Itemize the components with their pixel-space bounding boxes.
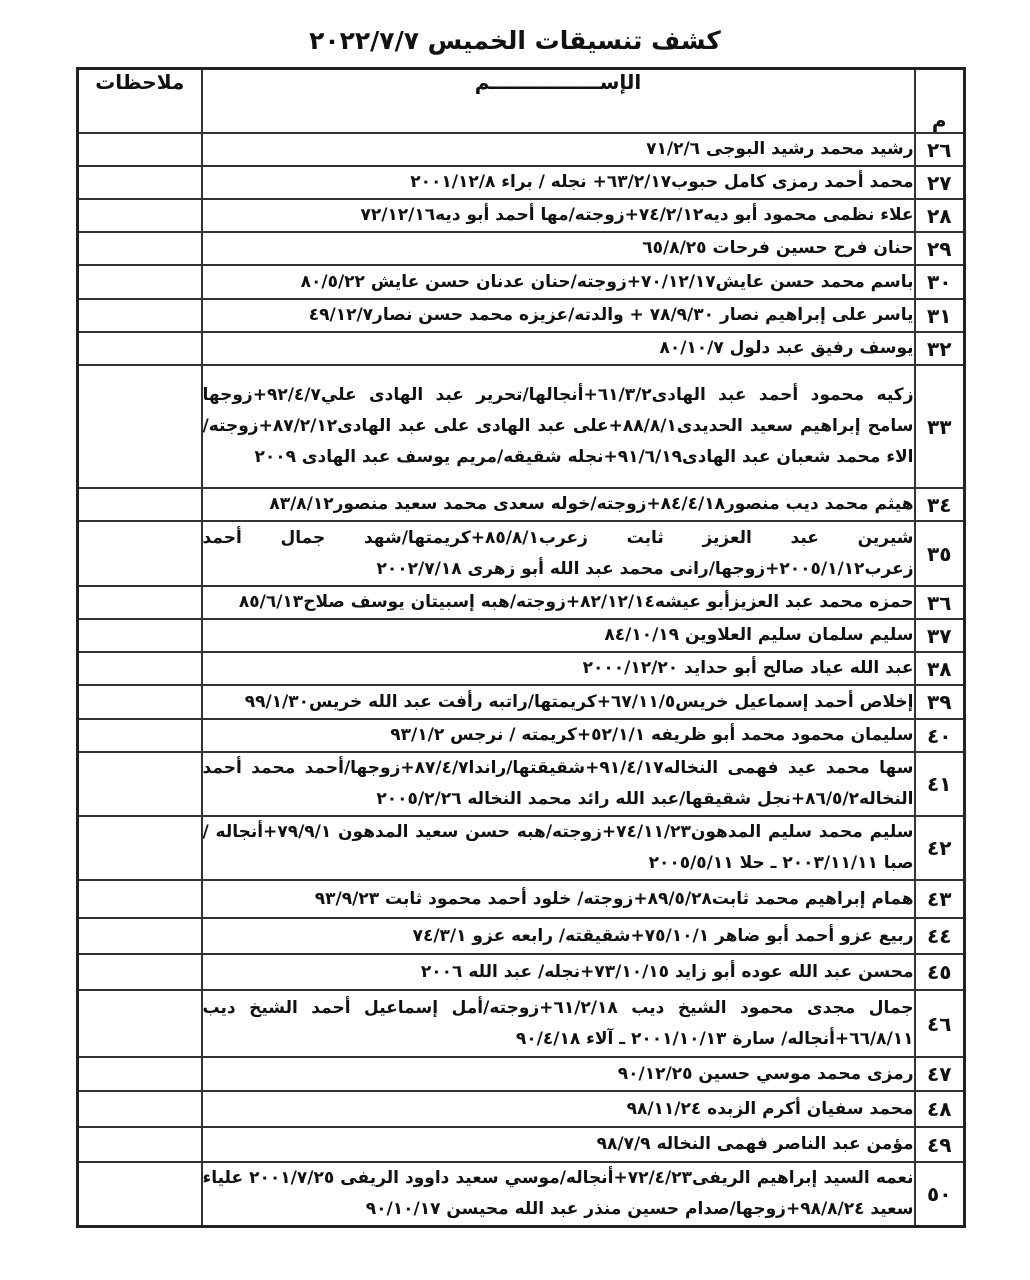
row-notes bbox=[78, 488, 202, 521]
row-name-details: رمزى محمد موسي حسين ٩٠/١٢/٢٥ bbox=[202, 1057, 915, 1091]
table-row bbox=[78, 166, 965, 199]
table-body bbox=[78, 133, 965, 1227]
row-name-details: يوسف رفيق عبد دلول ٨٠/١٠/٧ bbox=[202, 332, 915, 365]
header-notes: ملاحظات bbox=[78, 69, 202, 134]
row-number: ٢٨ bbox=[915, 199, 965, 232]
row-number: ٤٧ bbox=[915, 1057, 965, 1091]
row-notes bbox=[78, 652, 202, 685]
row-notes bbox=[78, 199, 202, 232]
row-notes bbox=[78, 990, 202, 1057]
table-row bbox=[78, 365, 965, 488]
table-row bbox=[78, 586, 965, 619]
row-name-details: سليمان محمود محمد أبو ظريفه ٥٢/١/١+كريمته / نرجس ٩٣/١/٢ bbox=[202, 719, 915, 752]
table-row bbox=[78, 652, 965, 685]
row-notes bbox=[78, 299, 202, 332]
row-number: ٣٠ bbox=[915, 265, 965, 299]
row-number: ٢٩ bbox=[915, 232, 965, 265]
table-row bbox=[78, 521, 965, 586]
table-row bbox=[78, 1057, 965, 1091]
row-name-details: سليم محمد سليم المدهون٧٤/١١/٢٣+زوجته/هبه حسن سعيد المدهون ٧٩/٩/١+أنجاله / صبا ٢٠٠٣/١١/١١ ـ حلا ٢٠٠٥/٥/١١ bbox=[202, 816, 915, 880]
row-name-details: محسن عبد الله عوده أبو زايد ٧٣/١٠/١٥+نجله/ عبد الله ٢٠٠٦ bbox=[202, 954, 915, 990]
row-name-details: سها محمد عيد فهمى النخاله٩١/٤/١٧+شقيقتها/راندا٨٧/٤/٧+زوجها/أحمد محمد أحمد النخاله٨٦/٥/٢+نجل شقيقها/عبد الله رائد محمد النخاله ٢٠٠٥/٢/٢٦ bbox=[202, 752, 915, 816]
table-row bbox=[78, 990, 965, 1057]
row-name-details: نعمه السيد إبراهيم الريفى٧٢/٤/٢٣+أنجاله/موسي سعيد داوود الريفى ٢٠٠١/٧/٢٥ علياء سعيد ٩٨/٨/٢٤+زوجها/صدام حسين منذر عبد الله محيسن ٩٠/١٠/١٧ bbox=[202, 1162, 915, 1227]
table-row bbox=[78, 752, 965, 816]
row-notes bbox=[78, 332, 202, 365]
row-number: ٤٤ bbox=[915, 918, 965, 954]
table-row bbox=[78, 619, 965, 652]
row-notes bbox=[78, 880, 202, 918]
row-number: ٤١ bbox=[915, 752, 965, 816]
table-row bbox=[78, 299, 965, 332]
row-name-details: ربيع عزو أحمد أبو ضاهر ٧٥/١٠/١+شقيقته/ رابعه عزو ٧٤/٣/١ bbox=[202, 918, 915, 954]
table-row bbox=[78, 918, 965, 954]
row-number: ٤٨ bbox=[915, 1091, 965, 1127]
table-row bbox=[78, 685, 965, 719]
row-name-details: مؤمن عبد الناصر فهمى النخاله ٩٨/٧/٩ bbox=[202, 1127, 915, 1162]
coordination-table bbox=[76, 67, 966, 1228]
row-name-details: علاء نظمى محمود أبو ديه٧٤/٢/١٢+زوجته/مها أحمد أبو ديه٧٢/١٢/١٦ bbox=[202, 199, 915, 232]
row-name-details: رشيد محمد رشيد البوجى ٧١/٢/٦ bbox=[202, 133, 915, 166]
row-notes bbox=[78, 1127, 202, 1162]
row-name-details: ياسر على إبراهيم نصار ٧٨/٩/٣٠ + والدته/عزيزه محمد حسن نصار٤٩/١٢/٧ bbox=[202, 299, 915, 332]
row-notes bbox=[78, 133, 202, 166]
row-number: ٣٥ bbox=[915, 521, 965, 586]
row-notes bbox=[78, 1162, 202, 1227]
row-notes bbox=[78, 521, 202, 586]
row-name-details: إخلاص أحمد إسماعيل خريس٦٧/١١/٥+كريمتها/راتبه رأفت عبد الله خريس٩٩/١/٣٠ bbox=[202, 685, 915, 719]
row-notes bbox=[78, 816, 202, 880]
row-name-details: سليم سلمان سليم العلاوين ٨٤/١٠/١٩ bbox=[202, 619, 915, 652]
table-row bbox=[78, 1091, 965, 1127]
table-row bbox=[78, 133, 965, 166]
table-row bbox=[78, 199, 965, 232]
header-name: الإســــــــــــــــم bbox=[202, 69, 915, 134]
table-row bbox=[78, 1127, 965, 1162]
row-notes bbox=[78, 719, 202, 752]
row-number: ٤٠ bbox=[915, 719, 965, 752]
table-row bbox=[78, 232, 965, 265]
row-name-details: باسم محمد حسن عايش٧٠/١٢/١٧+زوجته/حنان عدنان حسن عايش ٨٠/٥/٢٢ bbox=[202, 265, 915, 299]
page-title: كشف تنسيقات الخميس ٢٠٢٢/٧/٧ bbox=[309, 26, 721, 55]
row-number: ٣٣ bbox=[915, 365, 965, 488]
table-row bbox=[78, 332, 965, 365]
table-row bbox=[78, 1162, 965, 1227]
row-number: ٤٦ bbox=[915, 990, 965, 1057]
row-notes bbox=[78, 685, 202, 719]
row-name-details: عبد الله عياد صالح أبو حدايد ٢٠٠٠/١٢/٢٠ bbox=[202, 652, 915, 685]
row-number: ٥٠ bbox=[915, 1162, 965, 1227]
row-name-details: شيرين عبد العزيز ثابت زعرب٨٥/٨/١+كريمتها/شهد جمال أحمد زعرب٢٠٠٥/١/١٢+زوجها/رانى محمد عبد الله أبو زهرى ٢٠٠٢/٧/١٨ bbox=[202, 521, 915, 586]
table-header-row bbox=[78, 69, 965, 134]
row-number: ٣٦ bbox=[915, 586, 965, 619]
row-number: ٣٧ bbox=[915, 619, 965, 652]
row-name-details: حنان فرح حسين فرحات ٦٥/٨/٢٥ bbox=[202, 232, 915, 265]
row-number: ٤٩ bbox=[915, 1127, 965, 1162]
table-row bbox=[78, 265, 965, 299]
row-number: ٣١ bbox=[915, 299, 965, 332]
row-notes bbox=[78, 586, 202, 619]
row-number: ٣٩ bbox=[915, 685, 965, 719]
row-number: ٣٤ bbox=[915, 488, 965, 521]
row-notes bbox=[78, 265, 202, 299]
table-row bbox=[78, 880, 965, 918]
row-notes bbox=[78, 1057, 202, 1091]
row-number: ٢٦ bbox=[915, 133, 965, 166]
row-number: ٤٥ bbox=[915, 954, 965, 990]
table-row bbox=[78, 816, 965, 880]
row-number: ٢٧ bbox=[915, 166, 965, 199]
row-notes bbox=[78, 365, 202, 488]
row-notes bbox=[78, 1091, 202, 1127]
row-number: ٣٨ bbox=[915, 652, 965, 685]
row-notes bbox=[78, 232, 202, 265]
row-notes bbox=[78, 954, 202, 990]
table-row bbox=[78, 488, 965, 521]
row-notes bbox=[78, 752, 202, 816]
row-name-details: هيثم محمد ديب منصور٨٤/٤/١٨+زوجته/خوله سعدى محمد سعيد منصور٨٣/٨/١٢ bbox=[202, 488, 915, 521]
row-number: ٤٣ bbox=[915, 880, 965, 918]
row-name-details: محمد أحمد رمزى كامل حبوب٦٣/٢/١٧+ نجله / براء ٢٠٠١/١٢/٨ bbox=[202, 166, 915, 199]
table-row bbox=[78, 719, 965, 752]
row-notes bbox=[78, 166, 202, 199]
row-number: ٣٢ bbox=[915, 332, 965, 365]
row-notes bbox=[78, 619, 202, 652]
row-name-details: همام إبراهيم محمد ثابت٨٩/٥/٢٨+زوجته/ خلود أحمد محمود ثابت ٩٣/٩/٢٣ bbox=[202, 880, 915, 918]
header-number: م bbox=[915, 69, 965, 134]
row-notes bbox=[78, 918, 202, 954]
row-name-details: جمال مجدى محمود الشيخ ديب ٦١/٢/١٨+زوجته/أمل إسماعيل أحمد الشيخ ديب ٦٦/٨/١١+أنجاله/ سارة ٢٠٠١/١٠/١٣ ـ آلاء ٩٠/٤/١٨ bbox=[202, 990, 915, 1057]
row-name-details: حمزه محمد عبد العزيزأبو عيشه٨٢/١٢/١٤+زوجته/هبه إسبيتان يوسف صلاح٨٥/٦/١٣ bbox=[202, 586, 915, 619]
table-row bbox=[78, 954, 965, 990]
row-number: ٤٢ bbox=[915, 816, 965, 880]
row-name-details: زكيه محمود أحمد عبد الهادى٦١/٣/٢+أنجالها/تحرير عبد الهادى علي٩٢/٤/٧+زوجها سامح إبراهيم سعيد الحديدى٨٨/٨/١+على عبد الهادى على عبد الهادى٨٧/٢/١٢+زوجته/الاء محمد شعبان عبد الهادى٩١/٦/١٩+نجله شقيقه/مريم يوسف عبد الهادى ٢٠٠٩ bbox=[202, 365, 915, 488]
row-name-details: محمد سفيان أكرم الزبده ٩٨/١١/٢٤ bbox=[202, 1091, 915, 1127]
